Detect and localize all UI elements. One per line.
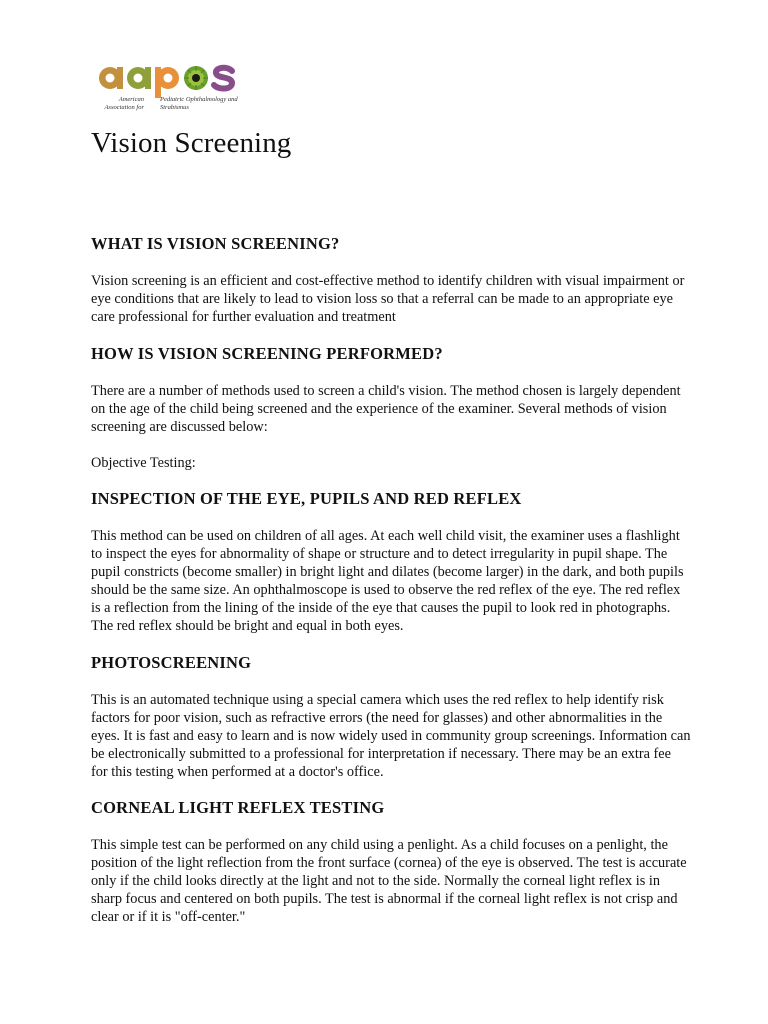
section-heading-photoscreening: PHOTOSCREENING bbox=[91, 653, 252, 672]
section-paragraph-corneal-light-reflex: This simple test can be performed on any child using a penlight. As a child focuses on a penlight, the position of the light reflection from the front surface (cornea) of the eye is observed. The test is accurate only if the child looks directly at the light and not to the side. Normally the corneal light reflex is in sharp focus and centered on both pupils. The test is abnormal if the corneal light reflex is not crisp and clear or if it is "off-center." bbox=[91, 837, 687, 925]
aapos-logo-icon bbox=[96, 58, 236, 98]
section-paragraph-inspection: This method can be used on children of all ages. At each well child visit, the examiner uses a flashlight to inspect the eyes for abnormality of shape or structure and to detect irregularity in pupil shape. The pupil constricts (become smaller) in bright light and dilates (become larger) in the dark, and both pupils should be the same size. An ophthalmoscope is used to observe the red reflex of the eye. The red reflex is a reflection from the lining of the inside of the eye that causes the pupil to look red in photographs. The red reflex should be bright and equal in both eyes. bbox=[91, 528, 684, 634]
logo-tagline-left: American Association for bbox=[104, 96, 144, 111]
section-paragraph-photoscreening: This is an automated technique using a special camera which uses the red reflex to help identify risk factors for poor vision, such as refractive errors (the need for glasses) and other abnormalities in the eyes. It is fast and easy to learn and is now widely used in community group screenings. Information can be electronically submitted to a professional for interpretation if necessary. There may be an extra fee for this testing when performed at a doctor's office. bbox=[91, 692, 691, 780]
page-title: Vision Screening bbox=[91, 127, 292, 159]
section-heading-what-is: WHAT IS VISION SCREENING? bbox=[91, 234, 340, 253]
section-heading-how-performed: HOW IS VISION SCREENING PERFORMED? bbox=[91, 344, 443, 363]
section-paragraph-what-is: Vision screening is an efficient and cost-effective method to identify children with visual impairment or eye conditions that are likely to lead to vision loss so that a referral can be made to an appropriate eye care professional for further evaluation and treatment bbox=[91, 273, 685, 325]
objective-testing-label: Objective Testing: bbox=[91, 455, 196, 471]
section-heading-corneal-light-reflex: CORNEAL LIGHT REFLEX TESTING bbox=[91, 798, 385, 817]
logo bbox=[96, 58, 246, 118]
section-paragraph-how-performed: There are a number of methods used to screen a child's vision. The method chosen is largely dependent on the age of the child being screened and the experience of the examiner. Several methods of vision screening are discussed below: bbox=[91, 383, 681, 435]
logo-tagline-right: Pediatric Ophthalmology and Strabismus bbox=[160, 96, 238, 111]
section-heading-inspection: INSPECTION OF THE EYE, PUPILS AND RED REFLEX bbox=[91, 489, 522, 508]
